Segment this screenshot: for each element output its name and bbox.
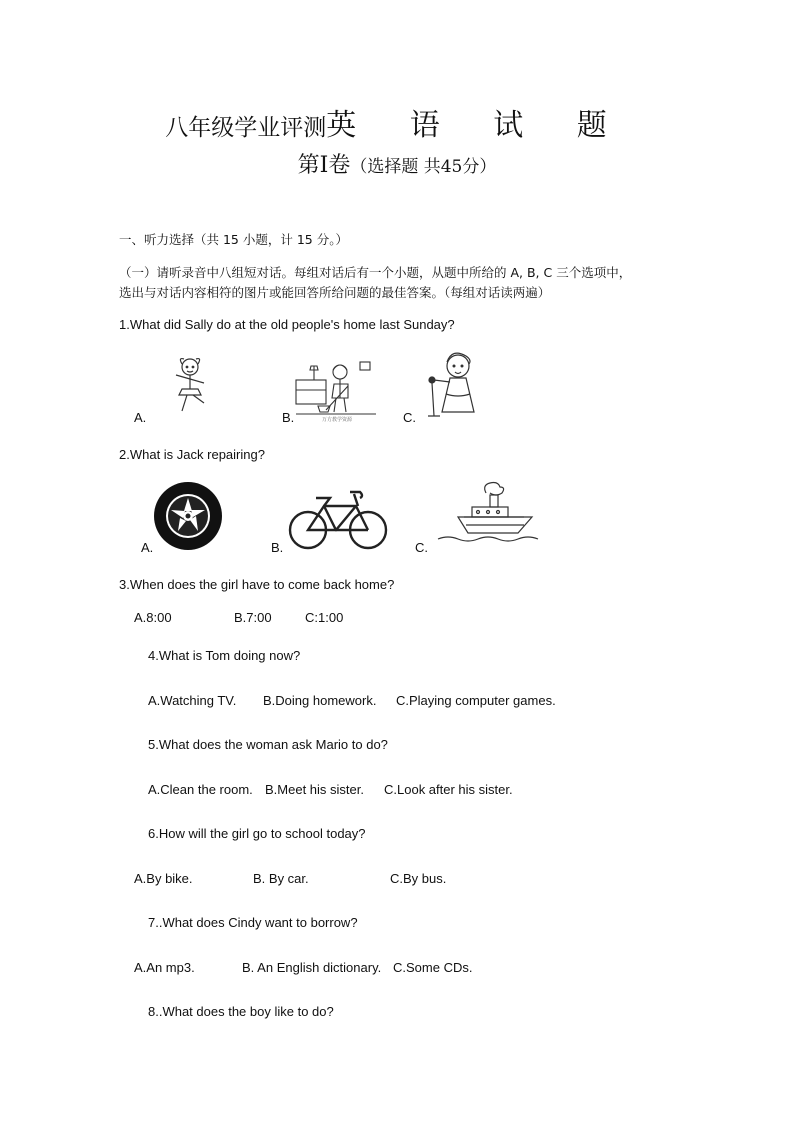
question-6: 6.How will the girl go to school today? [148,826,366,841]
question-4: 4.What is Tom doing now? [148,648,301,663]
title-prefix: 八年级学业评测 [165,115,327,141]
question-2: 2.What is Jack repairing? [119,447,265,462]
q1-option-c-label: C. [403,410,416,425]
section-heading: 一、听力选择（共 15 小题，计 15 分。） [119,232,348,247]
q1-option-a-label: A. [134,410,147,425]
q2-option-c-label: C. [415,540,428,555]
question-1: 1.What did Sally do at the old people's home last Sunday? [119,317,455,332]
q2-option-b-label: B. [271,540,284,555]
question-7: 7..What does Cindy want to borrow? [148,915,358,930]
tire-image [153,481,223,551]
q5-option-a: A.Clean the room. [148,782,253,797]
part1-instruction-line1: （一）请听录音中八组短对话。每组对话后有一个小题，从题中所给的 A, B, C 三个选项中， [119,265,632,280]
ship-image [438,481,538,545]
q3-option-b: B.7:00 [234,610,272,625]
part1-instruction-line2: 选出与对话内容相符的图片或能回答所给问题的最佳答案。（每组对话读两遍） [119,285,551,300]
q3-option-c: C:1:00 [305,610,344,625]
volume-note: （选择题 共45分） [350,157,497,177]
q5-option-b: B.Meet his sister. [265,782,364,797]
question-8: 8..What does the boy like to do? [148,1004,334,1019]
question-3: 3.When does the girl have to come back home? [119,577,395,592]
q4-option-b: B.Doing homework. [263,693,377,708]
q4-option-a: A.Watching TV. [148,693,237,708]
singing-woman-image [420,350,486,422]
question-5: 5.What does the woman ask Mario to do? [148,737,388,752]
title-main: 英 语 试 题 [326,108,629,143]
volume-subtitle [0,148,794,179]
q7-option-b: B. An English dictionary. [242,960,382,975]
q7-option-a: A.An mp3. [134,960,195,975]
q4-option-c: C.Playing computer games. [396,693,556,708]
q6-option-a: A.By bike. [134,871,193,886]
q6-option-b: B. By car. [253,871,309,886]
exam-title [0,100,794,144]
q2-option-a-label: A. [141,540,154,555]
q6-option-c: C.By bus. [390,871,447,886]
q7-option-c: C.Some CDs. [393,960,473,975]
woman-sweeping-image [296,352,376,422]
q3-option-a: A.8:00 [134,610,172,625]
q1-option-b-label: B. [282,410,295,425]
volume-label: 第Ⅰ卷 [297,153,351,178]
image-caption: 万方教学资源 [322,417,353,423]
bicycle-image [288,486,388,550]
dancing-girl-image [160,355,224,417]
q5-option-c: C.Look after his sister. [384,782,513,797]
